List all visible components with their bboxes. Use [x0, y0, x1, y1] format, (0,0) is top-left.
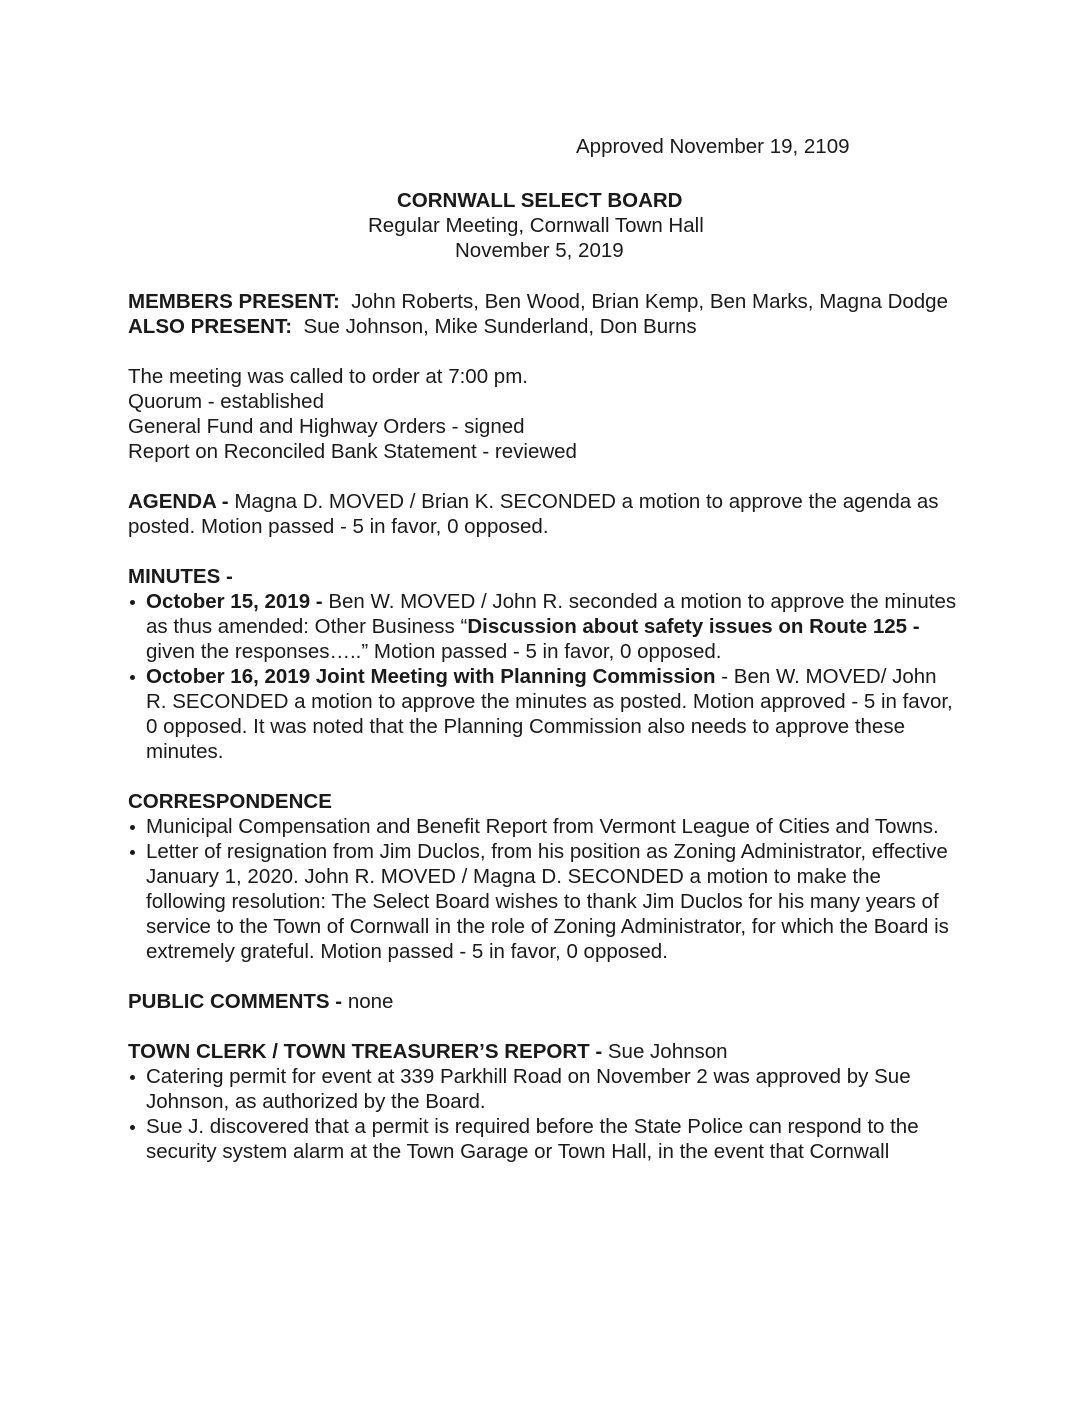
minutes-item-title: October 16, 2019 Joint Meeting with Planning Commission	[146, 665, 716, 688]
list-item: Sue J. discovered that a permit is required before the State Police can respond to the security system alarm at the Town Garage or Town Hall, in the event that Cornwall	[128, 1114, 960, 1164]
also-present-label: ALSO PRESENT:	[128, 315, 293, 338]
list-item: October 16, 2019 Joint Meeting with Planning Commission - Ben W. MOVED/ John R. SECONDED a motion to approve the minutes as posted. Motion approved - 5 in favor, 0 opposed. It was noted that the Planning Commission also needs to approve these minutes.	[128, 664, 960, 764]
public-comments-label: PUBLIC COMMENTS -	[128, 990, 343, 1013]
members-present-label: MEMBERS PRESENT:	[128, 290, 340, 313]
public-comments-section	[128, 989, 960, 1014]
list-item: October 15, 2019 - Ben W. MOVED / John R. seconded a motion to approve the minutes as thus amended: Other Business “Discussion about safety issues on Route 125 - given the responses…..” Motion passed - 5 in favor, 0 opposed.	[128, 589, 960, 664]
clerk-report-list	[128, 1064, 960, 1164]
public-comments-text: none	[347, 990, 394, 1013]
minutes-item-date: October 15, 2019 -	[146, 590, 323, 613]
also-present-names: Sue Johnson, Mike Sunderland, Don Burns	[303, 315, 697, 338]
members-present	[128, 289, 960, 314]
minutes-body	[128, 289, 960, 1164]
board-title: CORNWALL SELECT BOARD	[397, 189, 683, 212]
minutes-heading: MINUTES -	[128, 565, 233, 588]
clerk-report-label: TOWN CLERK / TOWN TREASURER’S REPORT -	[128, 1040, 603, 1063]
bank-statement-line: Report on Reconciled Bank Statement - reviewed	[128, 440, 577, 463]
call-to-order: The meeting was called to order at 7:00 pm.	[128, 365, 528, 388]
amended-quote: Discussion about safety issues on Route 125 -	[467, 615, 920, 638]
meeting-subtitle: Regular Meeting, Cornwall Town Hall	[368, 214, 704, 237]
list-item: Municipal Compensation and Benefit Report from Vermont League of Cities and Towns.	[128, 814, 960, 839]
quorum-line: Quorum - established	[128, 390, 324, 413]
members-present-names: John Roberts, Ben Wood, Brian Kemp, Ben Marks, Magna Dodge	[351, 290, 948, 313]
agenda-section	[128, 489, 960, 539]
agenda-label: AGENDA -	[128, 490, 229, 513]
agenda-text: Magna D. MOVED / Brian K. SECONDED a motion to approve the agenda as posted. Motion passed - 5 in favor, 0 opposed.	[128, 490, 939, 538]
orders-line: General Fund and Highway Orders - signed	[128, 415, 525, 438]
clerk-report-heading	[128, 1039, 960, 1064]
list-item: Catering permit for event at 339 Parkhill Road on November 2 was approved by Sue Johnson, as authorized by the Board.	[128, 1064, 960, 1114]
correspondence-heading: CORRESPONDENCE	[128, 790, 332, 813]
list-item: Letter of resignation from Jim Duclos, from his position as Zoning Administrator, effective January 1, 2020. John R. MOVED / Magna D. SECONDED a motion to make the following resolution: The Select Board wishes to thank Jim Duclos for his many years of service to the Town of Cornwall in the role of Zoning Administrator, for which the Board is extremely grateful. Motion passed - 5 in favor, 0 opposed.	[128, 839, 960, 964]
also-present	[128, 314, 960, 339]
minutes-list	[128, 589, 960, 764]
clerk-report-name: Sue Johnson	[607, 1040, 728, 1063]
meeting-date: November 5, 2019	[455, 239, 624, 262]
correspondence-list	[128, 814, 960, 964]
approval-note: Approved November 19, 2109	[576, 135, 850, 158]
